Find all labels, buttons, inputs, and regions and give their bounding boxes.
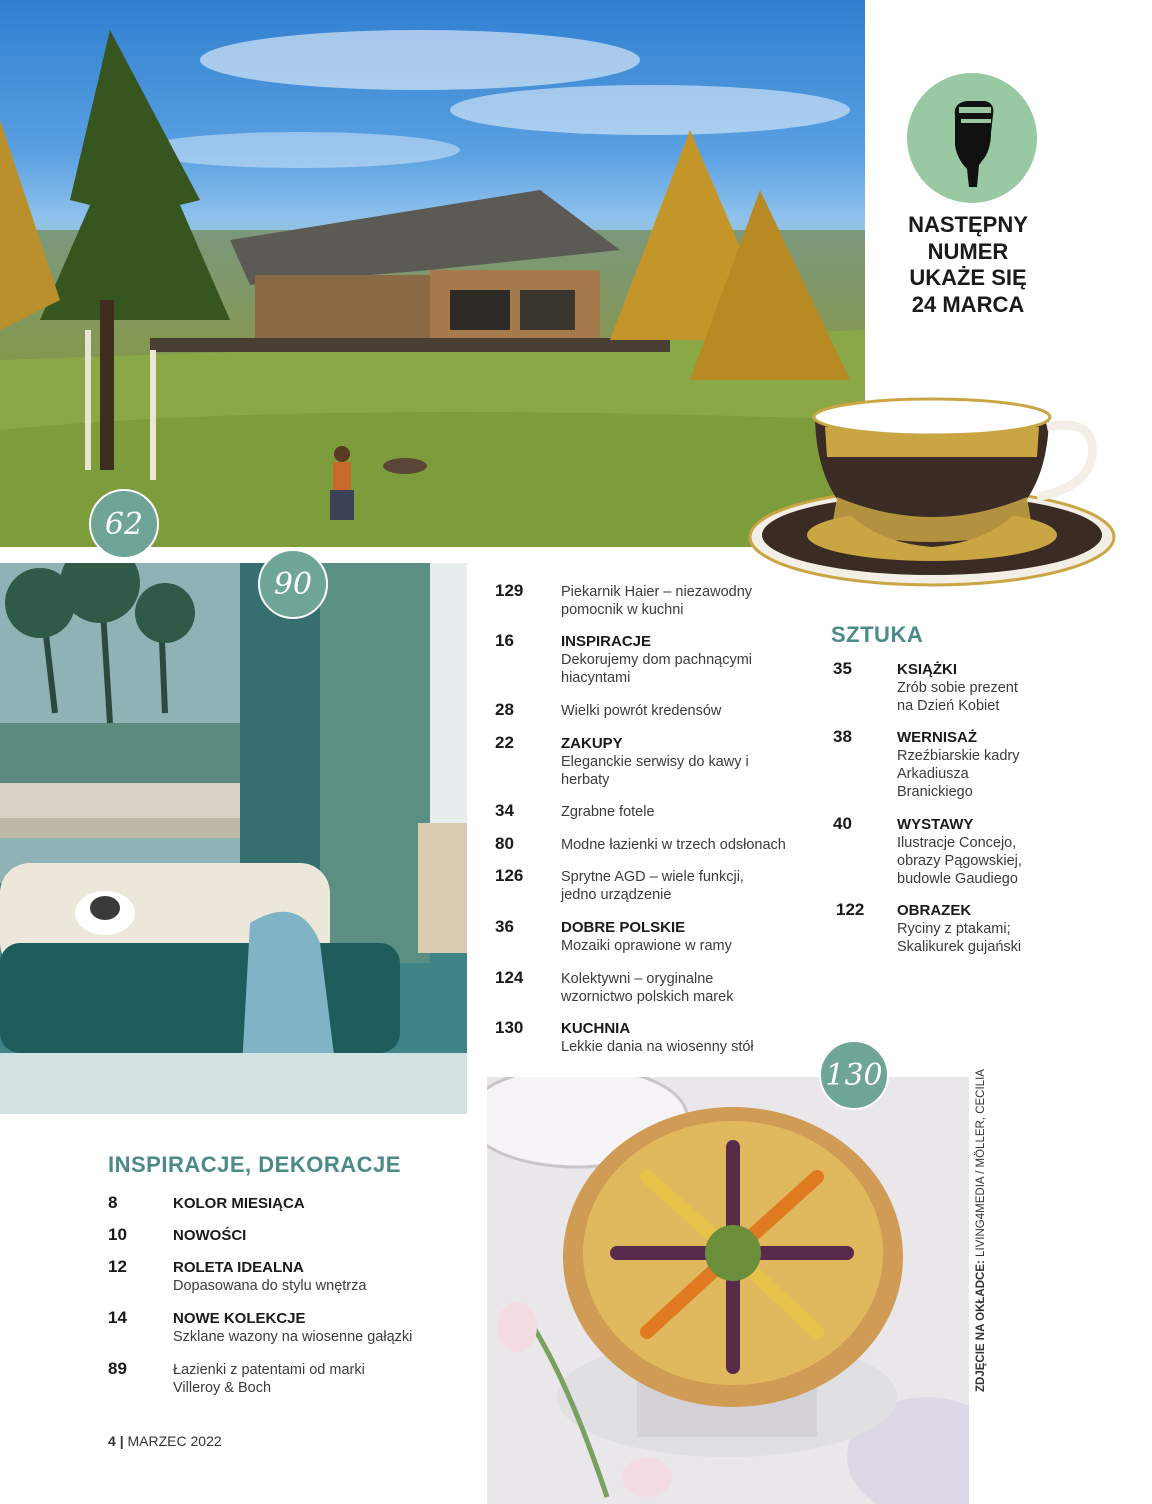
food-photo (487, 1077, 969, 1504)
section-title-sztuka: SZTUKA (831, 622, 924, 647)
footer-separator: | (119, 1433, 124, 1449)
toc-page-number: 10 (108, 1225, 127, 1244)
toc-description: Dekorujemy dom pachnącymi hiacyntami (561, 652, 752, 686)
toc-page-number: 28 (495, 700, 514, 719)
issue-date: MARZEC 2022 (127, 1433, 222, 1449)
credit-label: ZDJĘCIE NA OKŁADCE: (975, 1260, 987, 1392)
toc-heading: KSIĄŻKI (897, 661, 957, 678)
teacup-photo (747, 387, 1122, 587)
next-issue-line: 24 MARCA (911, 291, 1025, 317)
toc-page-number: 22 (495, 733, 514, 752)
page-badge-130: 130 (819, 1040, 889, 1110)
toc-heading: OBRAZEK (897, 902, 972, 919)
toc-page-number: 126 (495, 866, 524, 885)
toc-page-number: 40 (833, 814, 852, 833)
cover-photo-credit (975, 1069, 987, 1392)
toc-page-number: 124 (495, 968, 524, 987)
toc-page-number: 122 (836, 900, 865, 919)
page-badge-62: 62 (89, 489, 159, 559)
toc-page-number: 35 (833, 659, 852, 678)
toc-description: Łazienki z patentami od marki Villeroy & Boch (173, 1362, 365, 1396)
toc-heading: NOWOŚCI (173, 1227, 247, 1244)
toc-description: Dopasowana do stylu wnętrza (173, 1278, 367, 1294)
next-issue-text (880, 212, 1056, 318)
toc-page-number: 130 (495, 1018, 524, 1037)
next-issue-line: UKAŻE SIĘ (909, 265, 1027, 290)
toc-page-number: 129 (495, 581, 524, 600)
toc-description: Kolektywni – oryginalne wzornictwo polskich marek (561, 971, 734, 1005)
toc-heading: ROLETA IDEALNA (173, 1259, 304, 1276)
toc-heading: DOBRE POLSKIE (561, 919, 686, 936)
toc-page-number: 14 (108, 1308, 127, 1327)
credit-text: LIVING4MEDIA / MÖLLER, CECILIA (975, 1069, 987, 1257)
toc-description: Mozaiki oprawione w ramy (561, 938, 732, 954)
toc-page-number: 80 (495, 834, 514, 853)
toc-heading: NOWE KOLEKCJE (173, 1310, 306, 1327)
toc-heading: INSPIRACJE (561, 633, 652, 650)
page-number: 4 (108, 1433, 116, 1449)
house-photo (0, 0, 865, 547)
interior-photo (0, 563, 467, 1114)
toc-description: Ilustracje Concejo, obrazy Pągowskiej, budowle Gaudiego (897, 835, 1022, 887)
toc-description: Zgrabne fotele (561, 804, 655, 820)
toc-heading: WYSTAWY (897, 816, 974, 833)
toc-page-number: 36 (495, 917, 514, 936)
toc-description: Zrób sobie prezent na Dzień Kobiet (897, 680, 1018, 714)
toc-description: Eleganckie serwisy do kawy i herbaty (561, 754, 749, 788)
toc-description: Modne łazienki w trzech odsłonach (561, 837, 786, 853)
next-issue-line: NUMER (927, 238, 1009, 264)
toc-heading: KUCHNIA (561, 1020, 631, 1037)
toc-page-number: 89 (108, 1359, 127, 1378)
next-issue-line: NASTĘPNY (908, 212, 1028, 237)
toc-description: Wielki powrót kredensów (561, 703, 722, 719)
section-title-inspiracje: INSPIRACJE, DEKORACJE (108, 1152, 401, 1177)
toc-description: Lekkie dania na wiosenny stół (561, 1039, 754, 1055)
page-footer (108, 1433, 222, 1449)
pointing-hand-icon (907, 73, 1037, 203)
toc-description: Ryciny z ptakami; Skalikurek gujański (897, 921, 1022, 955)
toc-page-number: 38 (833, 727, 852, 746)
toc-heading: WERNISAŻ (897, 729, 977, 746)
toc-heading: KOLOR MIESIĄCA (173, 1195, 305, 1212)
toc-page-number: 12 (108, 1257, 127, 1276)
toc-description: Rzeźbiarskie kadry Arkadiusza Branickiego (897, 748, 1020, 800)
toc-page-number: 16 (495, 631, 514, 650)
next-issue-circle (907, 73, 1037, 203)
toc-description: Piekarnik Haier – niezawodny pomocnik w kuchni (561, 584, 753, 618)
page-badge-90: 90 (258, 549, 328, 619)
toc-page-number: 8 (108, 1193, 118, 1212)
toc-page-number: 34 (495, 801, 514, 820)
toc-heading: ZAKUPY (561, 735, 623, 752)
toc-description: Szklane wazony na wiosenne gałązki (173, 1329, 413, 1345)
toc-description: Sprytne AGD – wiele funkcji, jedno urządzenie (561, 869, 744, 903)
